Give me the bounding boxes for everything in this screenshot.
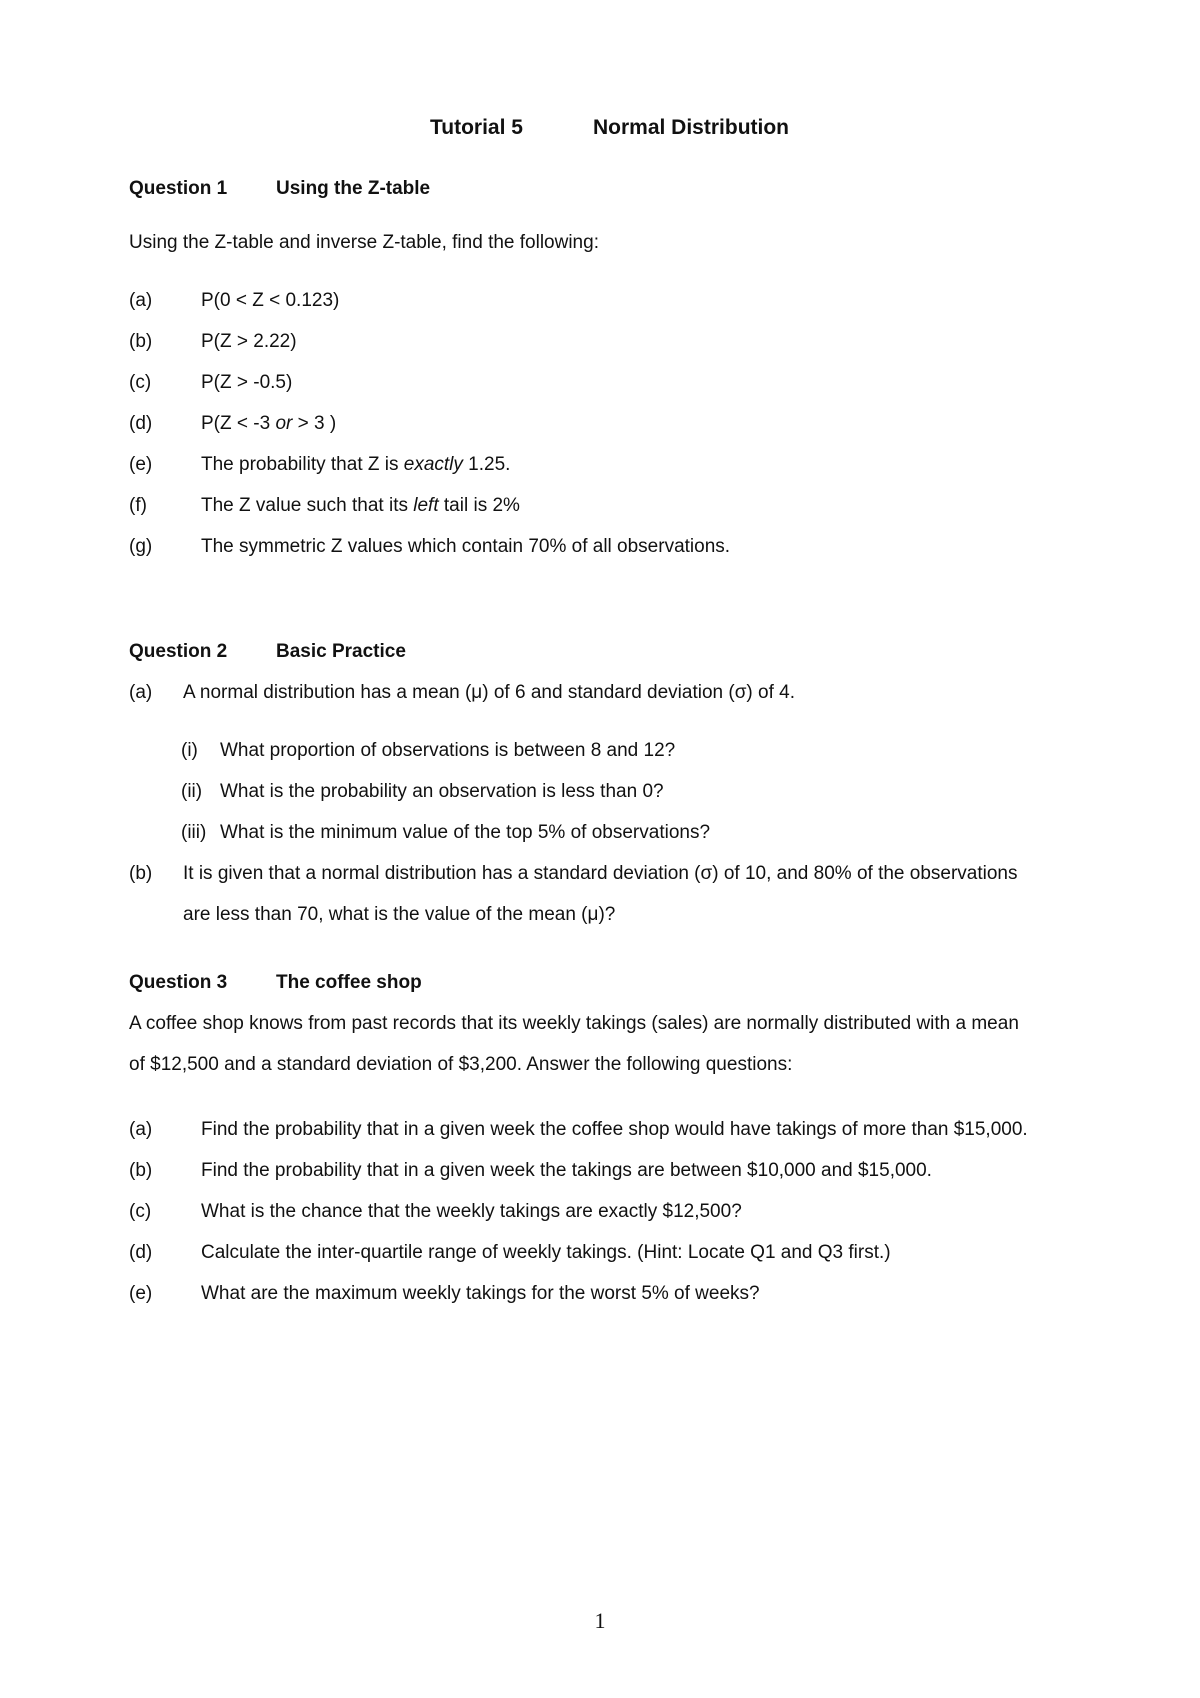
subitem-text: What is the probability an observation is less than 0?: [220, 781, 664, 802]
item-label: (a): [129, 290, 153, 311]
item-label: (a): [129, 682, 153, 703]
item-text: Calculate the inter-quartile range of weekly takings. (Hint: Locate Q1 and Q3 first.): [201, 1242, 891, 1263]
question-1-intro: Using the Z-table and inverse Z-table, find the following:: [129, 232, 599, 253]
subitem-label: (ii): [181, 781, 203, 802]
item-text: The symmetric Z values which contain 70% of all observations.: [201, 536, 731, 557]
item-text: The probability that Z is exactly 1.25.: [201, 454, 511, 475]
item-label: (a): [129, 1119, 153, 1140]
item-text: Find the probability that in a given week the takings are between $10,000 and $15,000.: [201, 1160, 932, 1181]
item-label: (b): [129, 863, 153, 884]
question-3-intro: A coffee shop knows from past records that its weekly takings (sales) are normally distributed with a mean: [129, 1013, 1019, 1034]
subitem-label: (iii): [181, 822, 207, 843]
item-text: P(Z < -3 or > 3 ): [201, 413, 337, 434]
item-label: (c): [129, 372, 152, 393]
item-label: (c): [129, 1201, 152, 1222]
page-title: [0, 116, 1200, 146]
page-number: 1: [594, 1608, 606, 1633]
item-text: Find the probability that in a given week the coffee shop would have takings of more than $15,000.: [201, 1119, 1028, 1140]
tutorial-number: Tutorial 5: [430, 116, 523, 139]
item-label: (f): [129, 495, 147, 516]
item-text: The Z value such that its left tail is 2%: [201, 495, 520, 516]
question-topic: Basic Practice: [276, 641, 406, 662]
item-label: (e): [129, 454, 153, 475]
item-text: P(0 < Z < 0.123): [201, 290, 340, 311]
tutorial-topic: Normal Distribution: [593, 116, 790, 139]
item-text: What is the chance that the weekly takings are exactly $12,500?: [201, 1201, 742, 1222]
question-number: Question 1: [129, 178, 228, 199]
question-3-intro-continued: of $12,500 and a standard deviation of $3,200. Answer the following questions:: [129, 1054, 793, 1075]
question-number: Question 3: [129, 972, 228, 993]
question-topic: Using the Z-table: [276, 178, 431, 199]
question-number: Question 2: [129, 641, 228, 662]
item-text: What are the maximum weekly takings for the worst 5% of weeks?: [201, 1283, 760, 1304]
item-label: (d): [129, 1242, 153, 1263]
item-label: (g): [129, 536, 153, 557]
item-text: A normal distribution has a mean (μ) of 6 and standard deviation (σ) of 4.: [183, 682, 795, 703]
item-label: (d): [129, 413, 153, 434]
item-text: P(Z > -0.5): [201, 372, 293, 393]
subitem-label: (i): [181, 740, 198, 761]
item-label: (b): [129, 331, 153, 352]
item-text-continued: are less than 70, what is the value of the mean (μ)?: [183, 904, 616, 925]
item-text: It is given that a normal distribution has a standard deviation (σ) of 10, and 80% of the observations: [183, 863, 1018, 884]
subitem-text: What is the minimum value of the top 5% of observations?: [220, 822, 711, 843]
subitem-text: What proportion of observations is between 8 and 12?: [220, 740, 676, 761]
item-text: P(Z > 2.22): [201, 331, 297, 352]
item-label: (b): [129, 1160, 153, 1181]
item-label: (e): [129, 1283, 153, 1304]
question-topic: The coffee shop: [276, 972, 422, 993]
